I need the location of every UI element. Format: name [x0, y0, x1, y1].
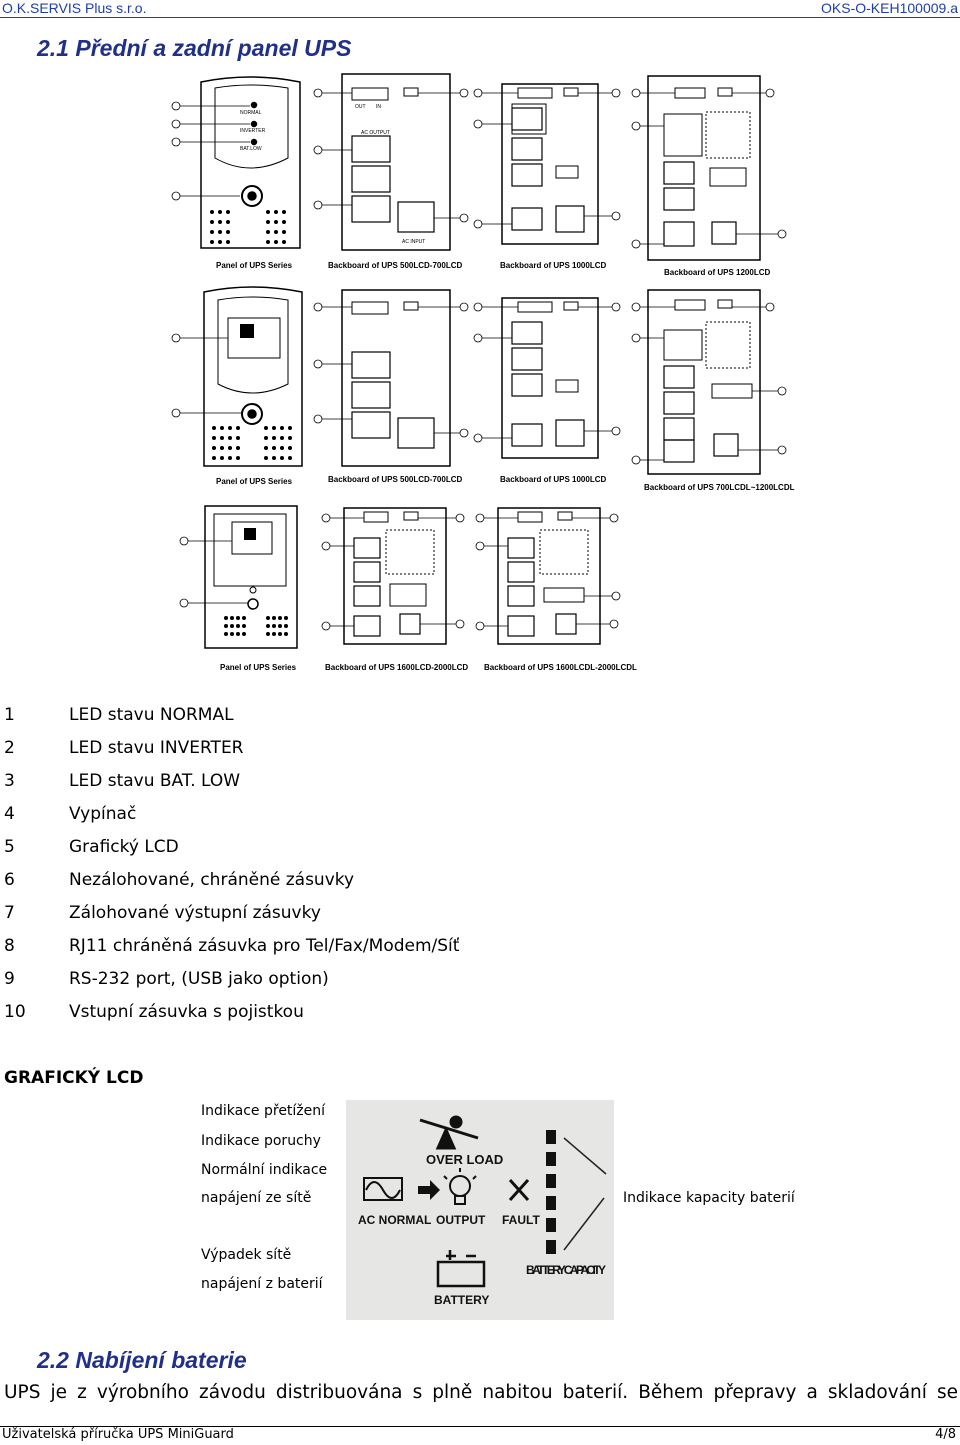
svg-text:IN: IN [376, 104, 381, 110]
front-vent-dots-3 [224, 528, 288, 636]
legend-item: 1 LED stavu NORMAL [4, 705, 234, 725]
backboard-1000-lcd [502, 298, 598, 458]
caption-b700l: Backboard of UPS 700LCDL~1200LCDL [644, 483, 795, 492]
backboard-500-700-lcd [342, 290, 450, 466]
led-label-batlow: BAT.LOW [240, 146, 262, 152]
label-capacity: Indikace kapacity baterií [623, 1190, 795, 1206]
header-rule [0, 17, 960, 18]
backboard-700lcdl-1200lcdl [648, 290, 760, 474]
led-label-normal: NORMAL [240, 110, 262, 116]
front-vent-dots [210, 210, 286, 244]
caption-panel-3: Panel of UPS Series [220, 663, 297, 672]
fault-tools-icon [510, 1180, 528, 1200]
overload-icon [420, 1117, 478, 1148]
backboard-1000 [502, 84, 598, 244]
ups-panels-figure [0, 60, 960, 680]
legend-item: 10 Vstupní zásuvka s pojistkou [4, 1002, 304, 1022]
footer-title: Uživatelská příručka UPS MiniGuard [2, 1427, 234, 1442]
lcd-battery-capacity-text: BATTERY CAPACITY [526, 1263, 606, 1277]
header-doc-code: OKS-O-KEH100009.a [821, 0, 958, 16]
page-number: 4/8 [935, 1427, 956, 1442]
backboard-500-700 [342, 74, 450, 250]
legend-item: 2 LED stavu INVERTER [4, 738, 244, 758]
lcd-overload-text: OVER LOAD [426, 1152, 504, 1167]
lcd-fault-text: FAULT [502, 1213, 540, 1227]
front-panel-lcd [204, 287, 302, 466]
caption-b500: Backboard of UPS 500LCD-700LCD [328, 261, 463, 270]
caption-b1200: Backboard of UPS 1200LCD [664, 268, 771, 277]
ac-normal-icon [364, 1178, 402, 1200]
lcd-output-text: OUTPUT [436, 1213, 486, 1227]
led-label-inverter: INVERTER [240, 128, 266, 134]
component-legend [4, 704, 459, 1034]
label-overload: Indikace přetížení [201, 1103, 326, 1119]
legend-item: 9 RS-232 port, (USB jako option) [4, 969, 329, 989]
caption-b1600l: Backboard of UPS 1600LCDL-2000LCDL [484, 663, 637, 672]
label-fault: Indikace poruchy [201, 1133, 321, 1149]
lcd-display-photo [346, 1100, 614, 1320]
caption-b500-lcd: Backboard of UPS 500LCD-700LCD [328, 475, 463, 484]
label-normal-2: napájení ze sítě [201, 1190, 312, 1206]
svg-text:AC OUTPUT: AC OUTPUT [361, 130, 390, 136]
battery-icon [438, 1250, 484, 1286]
legend-item: 5 Grafický LCD [4, 837, 179, 857]
svg-text:OUT: OUT [355, 104, 366, 110]
caption-b1000-lcd: Backboard of UPS 1000LCD [500, 475, 607, 484]
lcd-ac-normal-text: AC NORMAL [358, 1213, 432, 1227]
legend-item: 6 Nezálohované, chráněné zásuvky [4, 870, 355, 890]
legend-item: 8 RJ11 chráněná zásuvka pro Tel/Fax/Modem/Síť [4, 936, 460, 956]
lcd-section-title: GRAFICKÝ LCD [4, 1068, 144, 1088]
battery-capacity-bars [546, 1130, 556, 1254]
caption-b1600: Backboard of UPS 1600LCD-2000LCD [325, 663, 469, 672]
charging-paragraph: UPS je z výrobního závodu distribuována s plně nabitou baterií. Během přepravy a skladování se [4, 1382, 958, 1403]
legend-item: 7 Zálohované výstupní zásuvky [4, 903, 321, 923]
section-title-panels: 2.1 Přední a zadní panel UPS [37, 35, 352, 61]
label-normal-1: Normální indikace [201, 1162, 328, 1178]
caption-panel-1: Panel of UPS Series [216, 261, 293, 270]
lcd-battery-text: BATTERY [434, 1293, 490, 1307]
front-panel-large [205, 506, 297, 648]
caption-panel-2: Panel of UPS Series [216, 477, 293, 486]
backboard-1200 [648, 76, 760, 260]
label-battery-2: napájení z baterií [201, 1276, 323, 1292]
legend-item: 4 Vypínač [4, 804, 137, 824]
output-bulb-icon [444, 1168, 476, 1204]
legend-item: 3 LED stavu BAT. LOW [4, 771, 241, 791]
label-battery-1: Výpadek sítě [201, 1247, 292, 1263]
svg-text:AC INPUT: AC INPUT [402, 239, 426, 245]
section-title-charging: 2.2 Nabíjení baterie [37, 1347, 247, 1373]
caption-b1000: Backboard of UPS 1000LCD [500, 261, 607, 270]
header-company: O.K.SERVIS Plus s.r.o. [2, 0, 147, 16]
arrow-icon [418, 1180, 440, 1200]
